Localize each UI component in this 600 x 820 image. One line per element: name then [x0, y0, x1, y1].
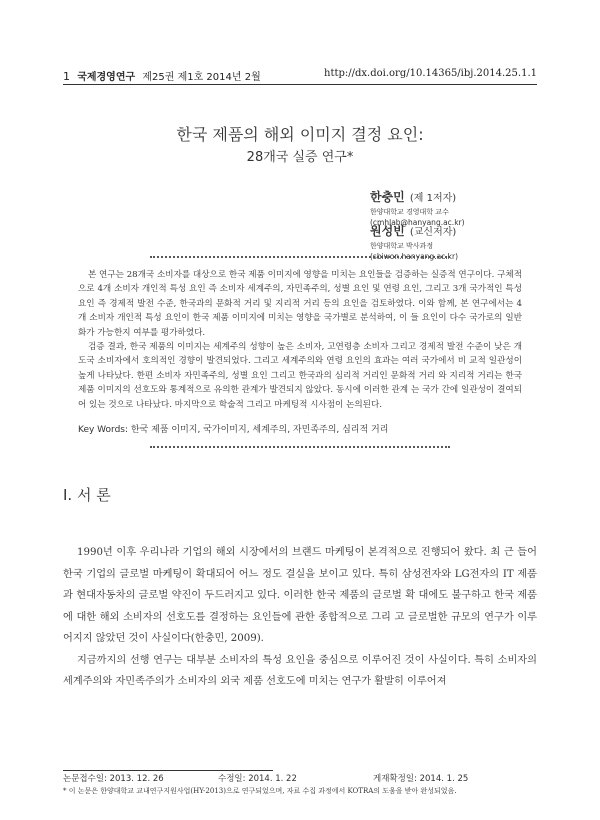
body-line: 지금까지의 선행 연구는 대부분 소비자의 특성 요인을 중심으로 이루어진 것이 사실이다. 특히 [77, 654, 494, 666]
body-line: 1990년 이후 우리나라 기업의 해외 시장에서의 브랜드 마케팅이 본격적으로 진행되어 왔다. 최 [77, 547, 501, 558]
author-affiliation: 한양대학교 경영대학 교수 [370, 208, 449, 216]
body-text [63, 542, 537, 693]
author-role: (제 1저자) [409, 193, 457, 204]
section-heading: Ⅰ. 서 론 [63, 486, 111, 504]
keywords-list: 한국 제품 이미지, 국가이미지, 세계주의, 자민족주의, 심리적 거리 [130, 425, 389, 435]
author-role: (교신저자) [409, 227, 457, 238]
doi-link[interactable]: http://dx.doi.org/10.14365/ibj.2014.25.1.1 [324, 68, 537, 79]
abstract-top-divider [150, 256, 450, 258]
abstract-line: 국가적인 특성 요인 즉 경제적 발전 수준, 한국과의 문화적 거리 및 지리적 거리 등의 요인을 검토하였다. 이와 [78, 284, 523, 309]
body-line: 근 들어 한국 기업의 글로벌 마케팅이 확대되어 어느 정도 결실을 보이고 있다. 특히 삼성전자와 [63, 547, 537, 580]
abstract-line: 들 요인이 다수 국가로의 일반화가 가능한지 여부를 평가하였다. [78, 313, 523, 338]
abstract-line: 교적 일관성이 높게 나타났다. 한편 소비자 자민족주의, 성별 요인 그리고 한국과의 심리적 거리인 문화적 거리 [78, 356, 523, 381]
footnote-note: * 이 논문은 한양대학교 교내연구지원사업(HY-2013)으로 연구되었으며, 자료 수집 과정에서 KOTRA의 도움을 받아 완성되었음. [63, 787, 457, 795]
abstract [78, 268, 522, 412]
paper-subtitle: 28개국 실증 연구* [246, 150, 354, 165]
abstract-line: 본 연구는 28개국 소비자를 대상으로 한국 제품 이미지에 영향을 미치는 요인들을 검증하는 실증적 연구이다. [88, 270, 495, 280]
abstract-line: 낮은 개도국 소비자에서 호의적인 경향이 발견되었다. 그리고 세계주의와 연령 요인의 효과는 여러 국가에서 비 [78, 342, 522, 367]
abstract-line: 는 국가 간에 일관성이 결여되어 있는 것으로 나타났다. 마지막으로 학술적 그리고 마케팅적 시사점이 논의된다. [78, 385, 522, 410]
author-email[interactable]: (cmhlab@hanyang.ac.kr) [370, 218, 465, 227]
body-line: 대에도 불구하고 한국 제품에 대한 해외 소비자의 선호도를 결정하는 요인들에 관한 종합적으로 그리 [63, 590, 537, 623]
abstract-bottom-divider [150, 446, 450, 448]
running-header [63, 66, 537, 85]
abstract-line: 구체적으로 4개 소비자 개인적 특성 요인 즉 소비자 세계주의, 자민족주의, 성별 요인 및 연령 요인, 그리고 3개 [78, 270, 522, 295]
keywords [78, 422, 388, 435]
accepted-date: 게재확정일: 2014. 1. 25 [373, 774, 469, 784]
abstract-line: 와 지리적 거리는 한국 제품 이미지의 선호도와 통계적으로 유의한 관계가 발견되지 않았다. 동시에 이러한 관계 [78, 370, 522, 396]
abstract-line: 함께, 본 연구에서는 4개 소비자 개인적 특성 요인이 한국 제품 이미지에 미치는 영향을 국가별로 분석하여, 이 [78, 298, 522, 324]
author-block-2 [370, 220, 458, 261]
journal-name: 국제경영연구 [77, 72, 136, 83]
header-journal-info [63, 68, 261, 83]
body-line: 소비자의 세계주의와 자민족주의가 소비자의 외국 제품 선호도에 미치는 연구가 활발히 이루어져 [63, 654, 537, 687]
abstract-line: 검증 결과, 한국 제품의 이미지는 세계주의 성향이 높은 소비자, 고연령층 소비자 그리고 경제적 발전 수준이 [88, 342, 492, 353]
footnote-rule [63, 770, 273, 771]
author-affiliation: 한양대학교 박사과정 [370, 242, 434, 250]
author-name: 원성빈 [370, 224, 405, 238]
revised-date: 수정일: 2014. 1. 22 [218, 774, 297, 784]
received-date: 논문접수일: 2013. 12. 26 [63, 774, 164, 784]
body-line: 고 글로벌한 규모의 연구가 이루어지지 않았던 것이 사실이다(한충민, 2009). [63, 611, 537, 644]
author-name: 한충민 [370, 190, 405, 204]
page-number: 1 [63, 70, 70, 83]
paper-title: 한국 제품의 해외 이미지 결정 요인: [176, 125, 424, 144]
keywords-label: Key Words: [78, 425, 129, 435]
author-email[interactable]: (sbiwon.hanyang.ac.kr) [370, 252, 459, 261]
journal-issue: 제25권 제1호 2014년 2월 [142, 72, 261, 83]
body-line: LG전자의 IT 제품과 현대자동차의 글로벌 약진이 두드러지고 있다. 이러한 한국 제품의 글로벌 확 [63, 568, 537, 601]
